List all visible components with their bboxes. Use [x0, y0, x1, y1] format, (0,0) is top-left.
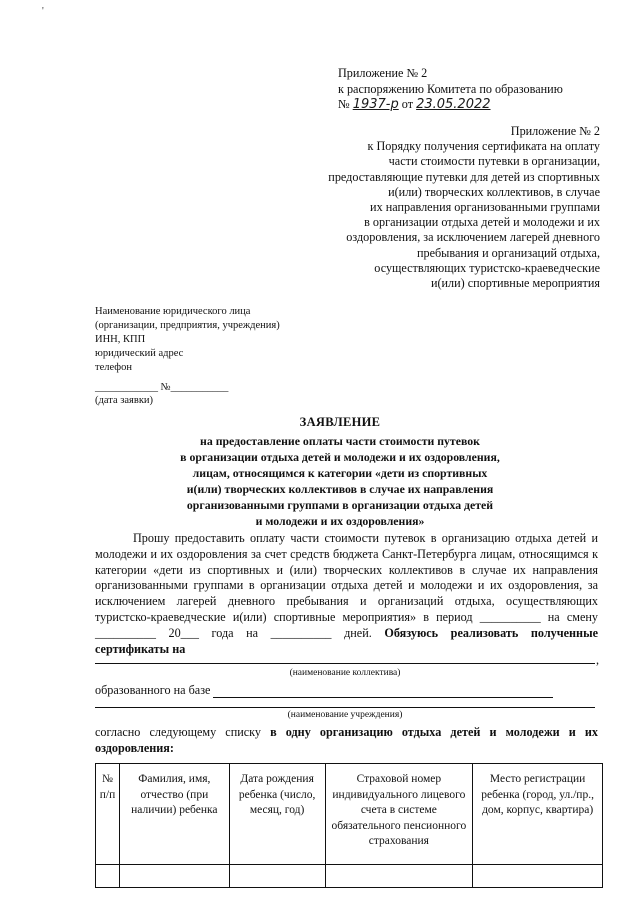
- based-label: образованного на базе: [95, 683, 211, 697]
- appendix-order-ref: к распоряжению Комитета по образованию: [338, 81, 563, 96]
- table-cell: [325, 864, 473, 887]
- appendix2-line: к Порядку получения сертификата на оплату: [367, 139, 600, 154]
- appendix2-line: предоставляющие путевки для детей из спортивных: [328, 169, 600, 184]
- applicant-line: телефон: [95, 362, 132, 373]
- subtitle-line: на предоставление оплаты части стоимости путевок: [200, 434, 480, 448]
- collective-caption: (наименование коллектива): [289, 668, 401, 678]
- document-title: ЗАЯВЛЕНИЕ: [299, 415, 381, 429]
- applicant-line: ИНН, КПП: [95, 334, 146, 345]
- application-date-field: [95, 381, 228, 407]
- request-paragraph: [95, 531, 598, 657]
- subtitle-line: организованными группами в организации отдыха детей: [186, 498, 494, 512]
- appendix-number: Приложение № 2: [338, 66, 428, 80]
- col-header-name: Фамилия, имя, отчество (при наличии) ребенка: [119, 764, 229, 865]
- institution-name-line: [95, 706, 595, 708]
- request-text: Прошу предоставить оплату части стоимости путевок в организацию отдыха детей и молодежи и их оздоровления за счет средств бюджета Санкт-Петербурга лицам, относящимся к категории «дети из спортивных и (или) творческих коллективов в случае их направления организованными группами в организации отдыха детей и молодежи и их оздоровления, за исключением лагерей дневного пребывания и организаций отдыха, осуществляющих туристско-краеведческие и(или) спортивные мероприятия» в период __________ на смену __________ 20___ года на __________ дней.: [95, 531, 598, 640]
- handwritten-order-number: 1937-р: [352, 97, 399, 112]
- table-cell: [473, 864, 603, 887]
- collective-name-line: [95, 662, 595, 664]
- appendix2-line: в организации отдыха детей и молодежи и их: [364, 215, 600, 230]
- table-header-row: [96, 764, 603, 865]
- appendix2-line: осуществляющих туристско-краеведческие: [374, 260, 600, 275]
- col-header-number: № п/п: [96, 764, 120, 865]
- col-header-registration: Место регистрации ребенка (город, ул./пр., дом, корпус, квартира): [473, 764, 603, 865]
- col-header-birthdate: Дата рождения ребенка (число, месяц, год): [229, 764, 325, 865]
- appendix2-line: оздоровления, за исключением лагерей дневного: [346, 230, 600, 245]
- based-blank: [213, 685, 553, 698]
- appendix2-line: и(или) спортивные мероприятия: [430, 276, 600, 291]
- subtitle-line: и молодежи и их оздоровления»: [255, 514, 425, 528]
- appendix2-line: пребывания и организаций отдыха,: [416, 245, 600, 260]
- based-on-line: [95, 683, 595, 698]
- subtitle-line: лицам, относящимся к категории «дети из спортивных: [192, 466, 488, 480]
- scan-mark: ': [42, 6, 44, 17]
- table-row: [96, 864, 603, 887]
- appendix-procedure-header: [300, 124, 600, 291]
- handwritten-order-date: 23.05.2022: [416, 97, 491, 112]
- appendix-order-header: [338, 66, 628, 113]
- table-cell: [96, 864, 120, 887]
- applicant-line: (организации, предприятия, учреждения): [95, 320, 280, 331]
- appendix2-line: и(или) творческих коллективов, в случае: [388, 184, 600, 199]
- number-prefix: №: [338, 97, 350, 111]
- date-caption: (дата заявки): [95, 395, 154, 406]
- applicant-line: юридический адрес: [95, 348, 184, 359]
- appendix2-line: части стоимости путевки в организации,: [388, 154, 600, 169]
- date-prefix: от: [401, 97, 414, 111]
- obligation-text: Обязуюсь реализовать полученные сертификаты на: [95, 625, 599, 656]
- date-number-blank: ____________ №___________: [95, 382, 229, 393]
- children-list-table: [95, 763, 603, 888]
- order-number-line: [338, 97, 628, 113]
- document-subtitle: [60, 433, 620, 529]
- appendix2-line: их направления организованными группами: [370, 200, 600, 215]
- comma-mark: ,: [596, 653, 600, 667]
- appendix2-line: Приложение № 2: [510, 124, 600, 138]
- list-intro: [95, 725, 598, 757]
- table-cell: [229, 864, 325, 887]
- list-intro-bold: в одну организацию отдыха детей и молодежи и их оздоровления:: [95, 725, 598, 755]
- institution-caption: (наименование учреждения): [287, 710, 403, 720]
- subtitle-line: в организации отдыха детей и молодежи и их оздоровления,: [180, 450, 500, 464]
- applicant-details: [95, 305, 280, 375]
- subtitle-line: и(или) творческих коллективов в случае их направления: [186, 482, 494, 496]
- list-intro-text: согласно следующему списку: [95, 725, 262, 739]
- applicant-line: Наименование юридического лица: [95, 306, 251, 317]
- col-header-snils: Страховой номер индивидуального лицевого счета в системе обязательного пенсионного страхования: [325, 764, 473, 865]
- table-cell: [119, 864, 229, 887]
